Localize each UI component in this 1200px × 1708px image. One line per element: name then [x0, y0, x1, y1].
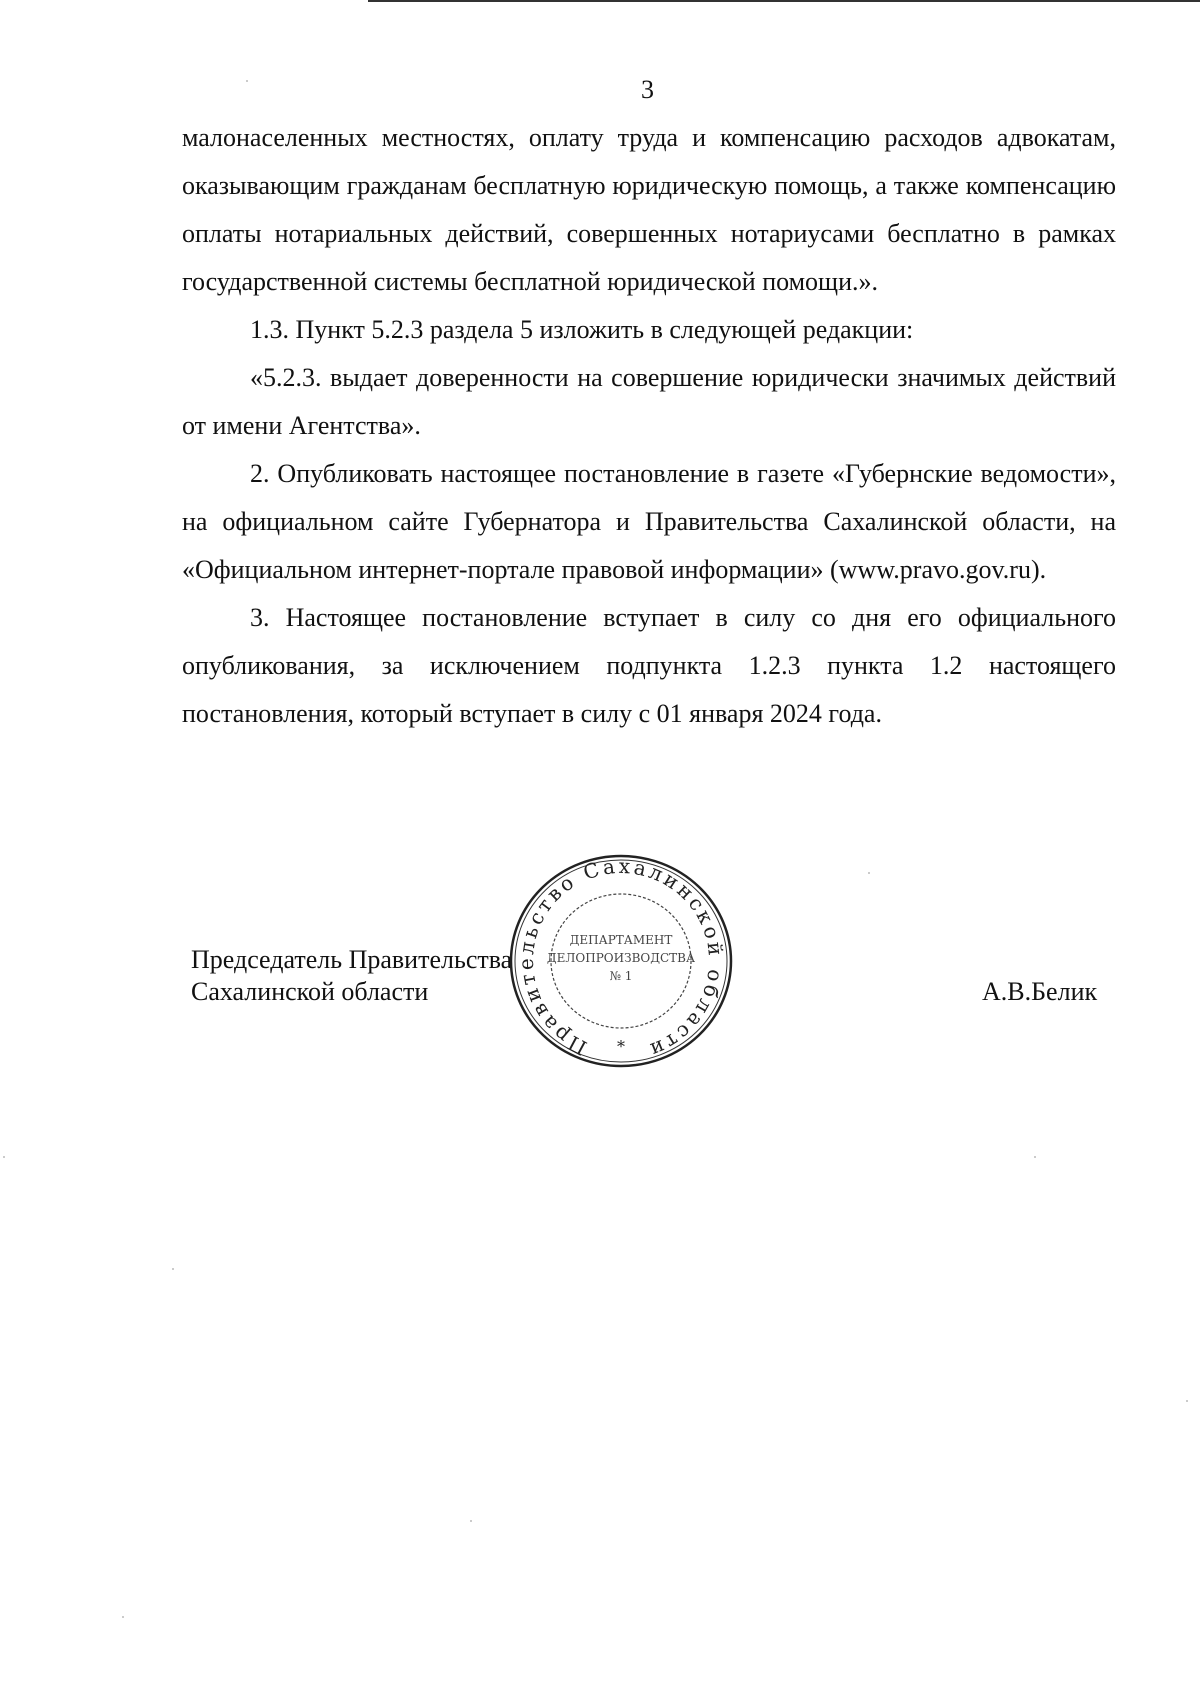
- paragraph-3: 3. Настоящее постановление вступает в силу со дня его официального опубликования, за исключением подпункта 1.2.3 пункта 1.2 настоящего постановления, который вступает в силу с 01 января 2024 года.: [182, 603, 1116, 728]
- official-seal-stamp: [508, 852, 734, 1070]
- signatory-name: А.В.Белик: [982, 977, 1098, 1006]
- scan-speck: [122, 1616, 124, 1618]
- signatory-position-line-2: Сахалинской области: [191, 977, 429, 1006]
- seal-inner-line-3: № 1: [609, 969, 633, 983]
- paragraph-continuation: малонаселенных местностях, оплату труда и компенсацию расходов адвокатам, оказывающим гражданам бесплатную юридическую помощь, а также компенсацию оплаты нотариальных действий, совершенных нотариусами бесплатно в рамках государственной системы бесплатной юридической помощи.».: [182, 123, 1116, 296]
- seal-star: *: [617, 1037, 625, 1056]
- scan-speck: [1186, 1400, 1188, 1402]
- seal-outer-text: Правительство Сахалинской области: [513, 853, 729, 1064]
- signatory-position: [191, 944, 512, 1008]
- paragraph-5-2-3: «5.2.3. выдает доверенности на совершение юридически значимых действий от имени Агентства».: [182, 363, 1116, 440]
- seal-inner-line-1: ДЕПАРТАМЕНТ: [569, 933, 673, 947]
- signatory-position-line-1: Председатель Правительства: [191, 945, 513, 974]
- document-body: [182, 114, 1116, 738]
- scan-speck: [470, 1520, 472, 1522]
- scan-speck: [246, 80, 248, 82]
- seal-inner-line-2: ДЕЛОПРОИЗВОДСТВА: [546, 951, 696, 965]
- scan-speck: [868, 872, 870, 874]
- paragraph-1-3: 1.3. Пункт 5.2.3 раздела 5 изложить в следующей редакции:: [250, 315, 914, 344]
- scan-speck: [3, 1156, 5, 1158]
- scan-speck: [1034, 1156, 1036, 1158]
- scan-speck: [172, 1268, 174, 1270]
- paragraph-2: 2. Опубликовать настоящее постановление в газете «Губернские ведомости», на официальном сайте Губернатора и Правительства Сахалинской области, на «Официальном интернет-портале правовой информации» (www.pravo.gov.ru).: [182, 459, 1116, 584]
- page-number: 3: [641, 75, 654, 104]
- top-border-line: [368, 0, 1200, 2]
